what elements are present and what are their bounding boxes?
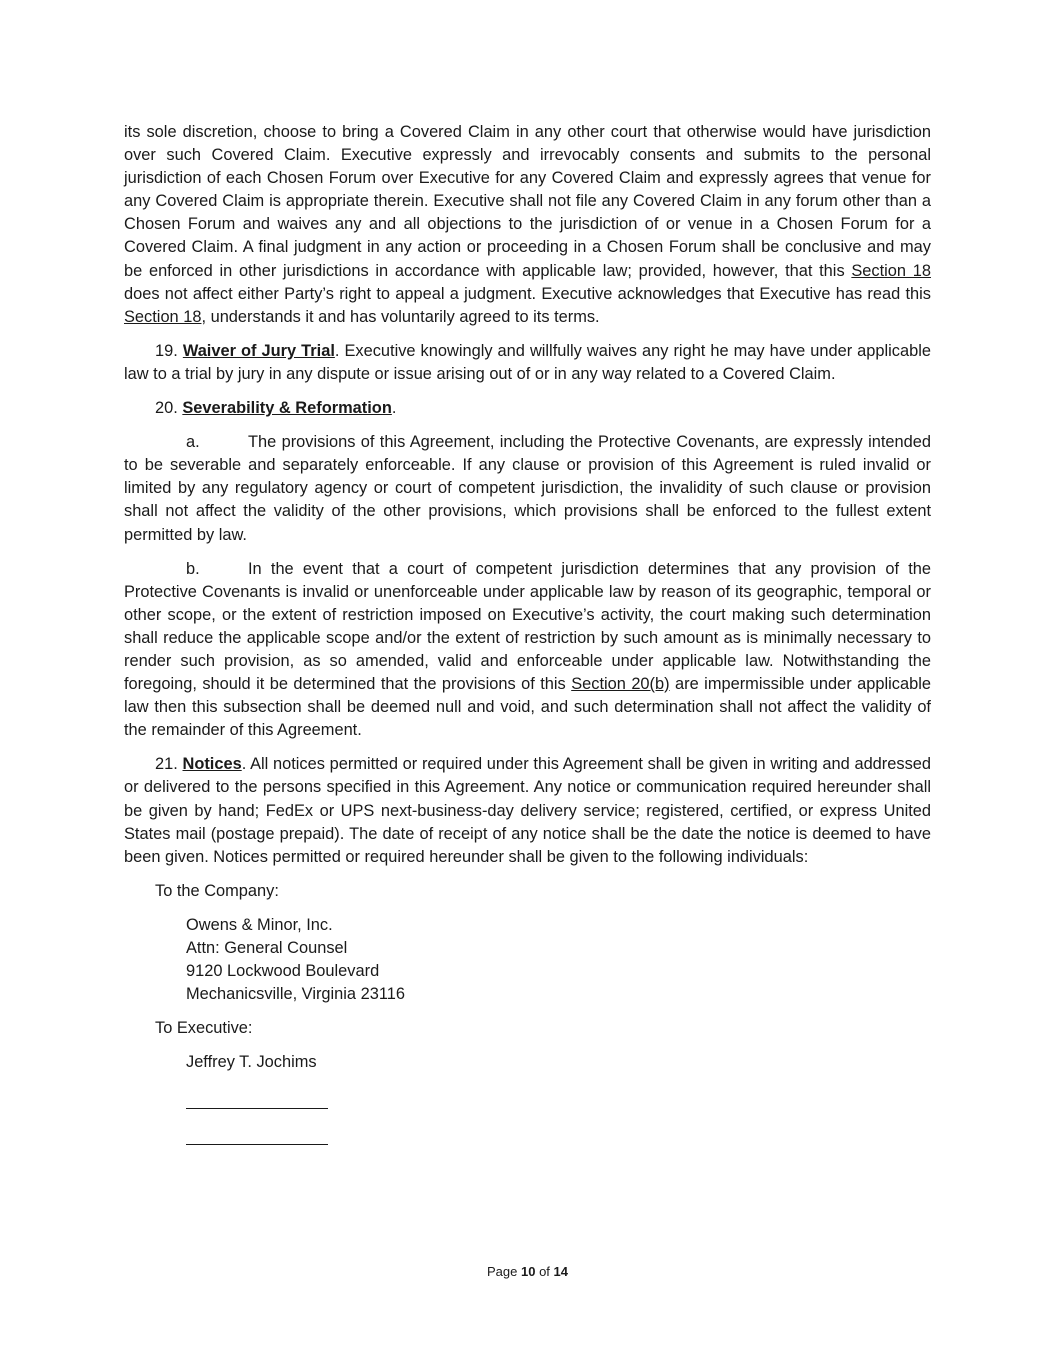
paragraph-section-21 (124, 753, 931, 868)
subsection-marker: b. (186, 559, 200, 578)
address-blank-line (186, 1085, 328, 1109)
section-18-reference: Section 18 (851, 261, 931, 280)
paragraph-section-19 (124, 340, 931, 386)
page-footer (0, 1264, 1055, 1279)
document-page (124, 121, 931, 1157)
text-run: its sole discretion, choose to bring a Covered Claim in any other court that otherwise would have jurisdiction over such Covered Claim. Executive expressly and irrevocably consents and submits to the personal jurisdiction of each Chosen Forum over Executive for any Covered Claim and expressly agrees that venue for any Covered Claim is appropriate therein. Executive shall not file any Covered Claim in any forum other than a Chosen Forum and waives any and all objections to the jurisdiction of or venue in a Chosen Forum for a Covered Claim. A final judgment in any action or proceeding in a Chosen Forum shall be conclusive and may be enforced in other jurisdictions in accordance with applicable law; provided, however, that this (124, 123, 931, 280)
text-run: In the event that a court of competent jurisdiction determines that any provision of the Protective Covenants is invalid or unenforceable under applicable law by reason of its geographic, temporal or other scope, or the extent of restriction imposed on Executive’s activity, the court making such determination shall reduce the applicable scope and/or the extent of restriction by such amount as is minimally necessary to render such provision, as so amended, valid and enforceable under applicable law. Notwithstanding the foregoing, should it be determined that the provisions of this (124, 559, 931, 694)
section-21-heading: Notices (182, 755, 242, 774)
section-number: 19. (155, 341, 183, 360)
address-blank-line (186, 1121, 328, 1145)
text-run: . All notices permitted or required under this Agreement shall be given in writing and addressed or delivered to the persons specified in this Agreement. Any notice or communication required hereunder shall be given by hand; FedEx or UPS next-business-day delivery service; registered, certified, or express United States mail (postage prepaid). The date of receipt of any notice shall be the date the notice is deemed to have been given. Notices permitted or required hereunder shall be given to the following individuals: (124, 755, 931, 866)
total-pages-number: 14 (553, 1264, 568, 1279)
address-line: 9120 Lockwood Boulevard (186, 962, 380, 981)
paragraph-section-20 (124, 397, 931, 420)
current-page-number: 10 (520, 1264, 536, 1279)
text-run: does not affect either Party’s right to appeal a judgment. Executive acknowledges that Executive has read this (124, 284, 931, 303)
section-20b-reference: Section 20(b) (571, 675, 670, 694)
page-word: Page (487, 1264, 521, 1279)
executive-name: Jeffrey T. Jochims (186, 1053, 317, 1072)
paragraph-section-18-continuation (124, 121, 931, 329)
address-line: Mechanicsville, Virginia 23116 (186, 985, 405, 1004)
text-run: . (391, 399, 397, 418)
paragraph-section-20a (124, 431, 931, 546)
address-line: Attn: General Counsel (186, 939, 348, 957)
text-run: , understands it and has voluntarily agreed to its terms. (201, 307, 600, 326)
address-line: Owens & Minor, Inc. (186, 915, 333, 934)
section-20-heading: Severability & Reformation (182, 399, 392, 418)
of-word: of (535, 1264, 554, 1279)
to-executive-label: To Executive: (155, 1019, 253, 1038)
text-run: The provisions of this Agreement, including the Protective Covenants, are expressly intended to be severable and separately enforceable. If any clause or provision of this Agreement is ruled invalid or limited by any regulatory agency or court of competent jurisdiction, the invalidity of such clause or provision shall not affect the validity of the other provisions, which provisions shall be enforced to the fullest extent permitted by law. (124, 433, 931, 544)
section-18-reference: Section 18 (124, 307, 202, 326)
section-number: 21. (155, 755, 183, 774)
executive-address (186, 1051, 931, 1074)
text-run: . Executive knowingly and willfully waives any right he may have under applicable law to a trial by jury in any dispute or issue arising out of or in any way related to a Covered Claim. (124, 341, 931, 383)
section-19-heading: Waiver of Jury Trial (182, 341, 335, 360)
company-address (186, 914, 931, 1006)
text-run: are impermissible under applicable law then this subsection shall be deemed null and void, and such determination shall not affect the validity of the remainder of this Agreement. (124, 675, 931, 740)
subsection-marker: a. (186, 433, 200, 452)
to-company-label: To the Company: (155, 881, 279, 900)
section-number: 20. (155, 399, 183, 418)
paragraph-section-20b (124, 558, 931, 743)
